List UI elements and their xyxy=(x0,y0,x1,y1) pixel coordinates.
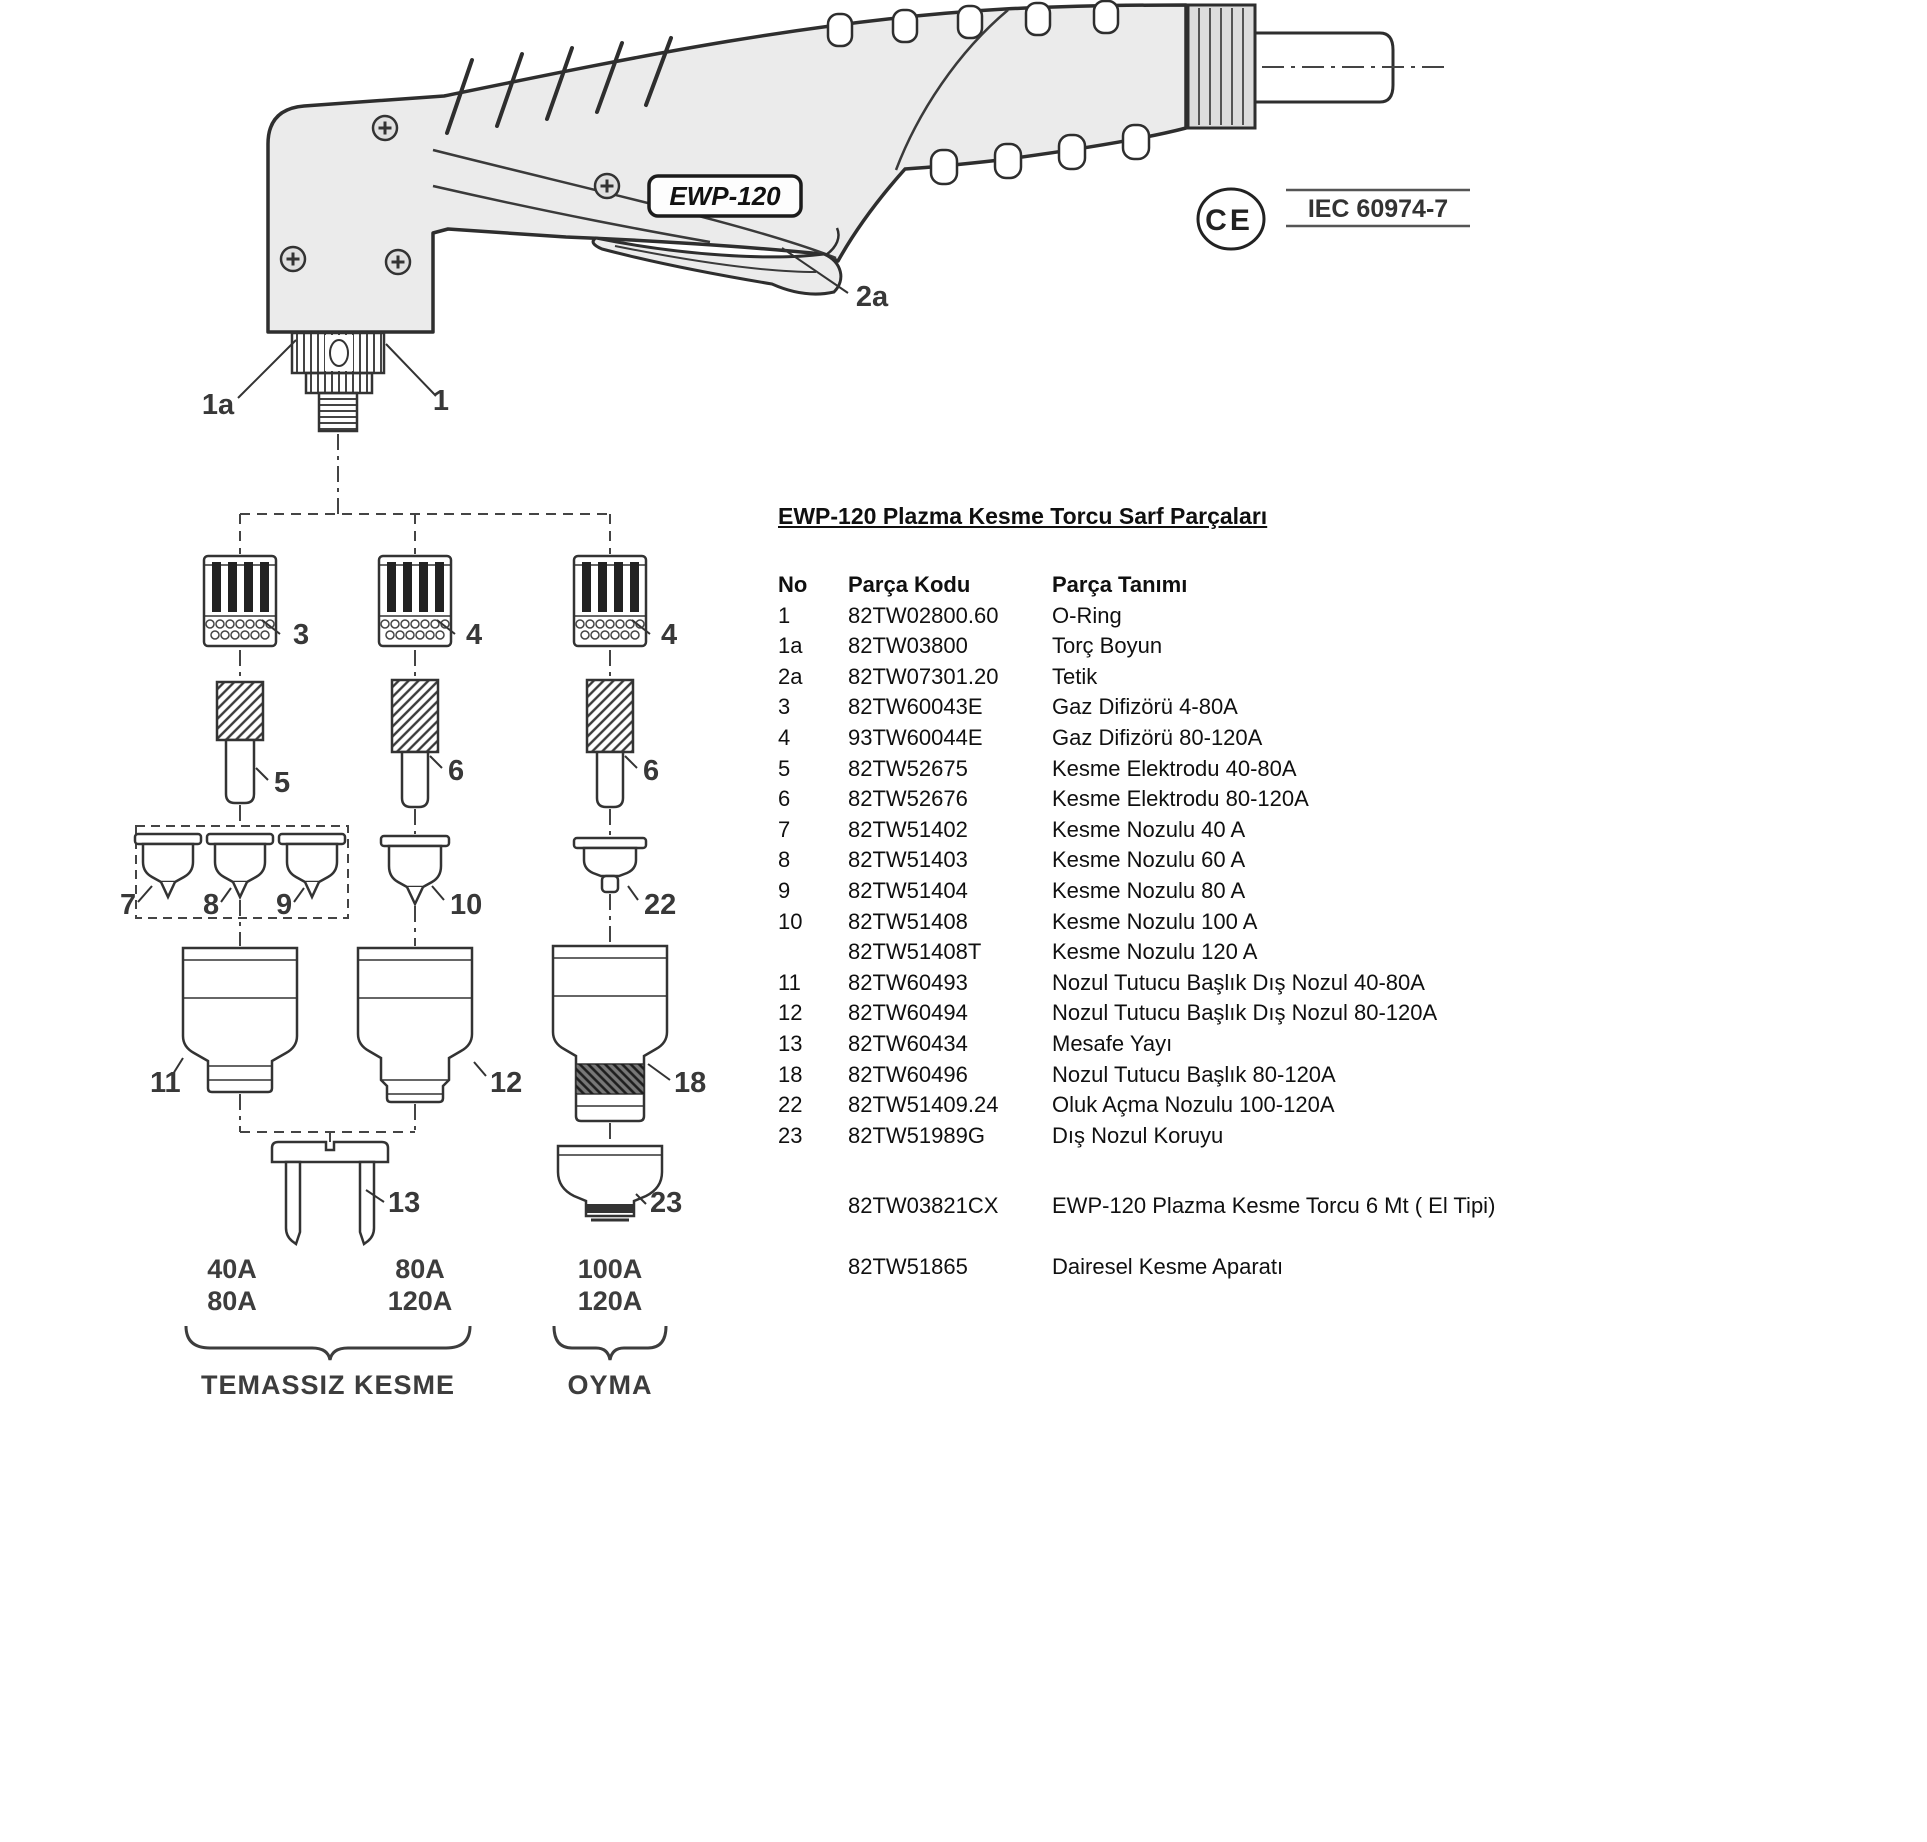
cell-desc: Dairesel Kesme Aparatı xyxy=(1052,1253,1284,1279)
cell-code: 82TW51989G xyxy=(848,1122,985,1148)
screw-icon xyxy=(373,116,397,140)
callout-9: 9 xyxy=(276,889,293,921)
svg-text:1: 1 xyxy=(432,385,450,417)
cell-desc: O-Ring xyxy=(1052,602,1122,628)
cell-no: 11 xyxy=(778,969,801,995)
parts-table-extra-row xyxy=(778,1254,1538,1285)
part-6-electrode-col3 xyxy=(587,680,633,807)
part-5-electrode xyxy=(217,682,263,803)
cell-no: 23 xyxy=(778,1122,803,1148)
cell-code: 82TW51404 xyxy=(848,877,968,903)
cell-code: 82TW51403 xyxy=(848,847,968,873)
svg-text:1a: 1a xyxy=(201,389,235,421)
cell-desc: EWP-120 Plazma Kesme Torcu 6 Mt ( El Tipi) xyxy=(1052,1193,1496,1219)
callout-6-col2: 6 xyxy=(448,755,465,787)
cell-no: 13 xyxy=(778,1030,803,1056)
part-4-gas-diffuser-col2 xyxy=(379,556,451,646)
col-header-no: No xyxy=(778,572,808,597)
model-label: EWP-120 xyxy=(669,181,781,211)
part-12-retaining-cap xyxy=(358,948,472,1102)
callout-3: 3 xyxy=(293,619,310,651)
amp-col2-top: 80A xyxy=(395,1254,445,1284)
cell-no: 4 xyxy=(778,724,791,750)
cable-connector xyxy=(1188,5,1255,128)
cell-code: 93TW60044E xyxy=(848,724,983,750)
part-18-retaining-cap xyxy=(553,946,667,1121)
cell-no: 1 xyxy=(778,602,791,628)
part-6-electrode-col2 xyxy=(392,680,438,807)
amp-col1-bottom: 80A xyxy=(207,1286,257,1316)
cell-code: 82TW51408T xyxy=(848,939,982,965)
torch-tip-thread xyxy=(292,333,384,431)
parts-table-title: EWP-120 Plazma Kesme Torcu Sarf Parçaları xyxy=(778,503,1268,529)
part-23-outer-shield xyxy=(558,1146,662,1220)
cell-code: 82TW03800 xyxy=(848,633,968,659)
cell-code: 82TW51408 xyxy=(848,908,968,934)
amp-col3-top: 100A xyxy=(577,1254,643,1284)
iec-standard xyxy=(1286,190,1470,226)
cell-desc: Kesme Nozulu 40 A xyxy=(1052,816,1246,842)
cell-no: 12 xyxy=(778,1000,803,1026)
cell-desc: Kesme Elektrodu 40-80A xyxy=(1052,755,1297,781)
iec-standard-label: IEC 60974-7 xyxy=(1307,195,1449,223)
torch-body xyxy=(268,5,1186,332)
cell-code: 82TW60493 xyxy=(848,969,968,995)
callout-7: 7 xyxy=(120,889,137,921)
col-header-desc: Parça Tanımı xyxy=(1052,572,1188,597)
callout-4-col3: 4 xyxy=(661,619,678,651)
cell-desc: Dış Nozul Koruyu xyxy=(1052,1122,1224,1148)
cell-code: 82TW60434 xyxy=(848,1030,968,1056)
cell-desc: Mesafe Yayı xyxy=(1052,1030,1173,1056)
cell-desc: Nozul Tutucu Başlık Dış Nozul 40-80A xyxy=(1052,969,1425,995)
svg-text:2a: 2a xyxy=(855,281,889,313)
cell-no: 1a xyxy=(778,633,803,659)
brace-gouging xyxy=(554,1326,666,1360)
part-4-gas-diffuser-col3 xyxy=(574,556,646,646)
cell-desc: Kesme Nozulu 100 A xyxy=(1052,908,1258,934)
part-8-nozzle xyxy=(207,834,273,897)
cell-code: 82TW52676 xyxy=(848,786,968,812)
cell-no: 8 xyxy=(778,847,791,873)
callout-8: 8 xyxy=(203,889,220,921)
callout-10: 10 xyxy=(450,889,483,921)
cell-code: 82TW60496 xyxy=(848,1061,968,1087)
callout-6-col3: 6 xyxy=(643,755,660,787)
cell-code: 82TW03821CX xyxy=(848,1193,999,1219)
amp-col3-bottom: 120A xyxy=(577,1286,643,1316)
cell-code: 82TW60043E xyxy=(848,694,983,720)
cell-no: 18 xyxy=(778,1061,803,1087)
cell-code: 82TW60494 xyxy=(848,1000,968,1026)
cell-no: 2a xyxy=(778,663,803,689)
cell-no: 5 xyxy=(778,755,791,781)
cell-no: 6 xyxy=(778,786,791,812)
cell-no: 22 xyxy=(778,1092,803,1118)
cell-no: 9 xyxy=(778,877,791,903)
group-label-noncontact: TEMASSIZ KESME xyxy=(200,1370,456,1400)
callout-4-col2: 4 xyxy=(466,619,483,651)
model-label-plate xyxy=(649,176,801,216)
amp-col2-bottom: 120A xyxy=(387,1286,453,1316)
amp-labels xyxy=(207,1254,642,1316)
cell-desc: Kesme Nozulu 120 A xyxy=(1052,939,1258,965)
callout-18: 18 xyxy=(674,1067,707,1099)
cell-code: 82TW52675 xyxy=(848,755,968,781)
callout-13: 13 xyxy=(388,1187,421,1219)
callout-23: 23 xyxy=(650,1187,683,1219)
part-11-retaining-cap xyxy=(183,948,297,1092)
cell-code: 82TW07301.20 xyxy=(848,663,999,689)
cell-desc: Kesme Nozulu 80 A xyxy=(1052,877,1246,903)
torch-illustration xyxy=(202,1,1470,431)
cell-desc: Gaz Difizörü 80-120A xyxy=(1052,724,1263,750)
part-7-nozzle xyxy=(135,834,201,897)
callout-1 xyxy=(386,344,449,417)
callout-22: 22 xyxy=(644,889,677,921)
cell-code: 82TW51865 xyxy=(848,1253,968,1279)
callout-11: 11 xyxy=(150,1067,181,1099)
brace-noncontact xyxy=(186,1326,470,1360)
parts-table-extra-row xyxy=(778,1193,1538,1224)
part-22-gouging-nozzle xyxy=(574,838,646,892)
screw-icon xyxy=(281,247,305,271)
cell-desc: Torç Boyun xyxy=(1052,633,1163,659)
cell-no: 3 xyxy=(778,694,791,720)
cell-desc: Tetik xyxy=(1052,663,1098,689)
cell-desc: Oluk Açma Nozulu 100-120A xyxy=(1052,1092,1335,1118)
cell-desc: Nozul Tutucu Başlık 80-120A xyxy=(1052,1061,1336,1087)
callout-1a xyxy=(202,340,296,421)
cell-desc: Gaz Difizörü 4-80A xyxy=(1052,694,1238,720)
ce-text: CE xyxy=(1205,204,1253,237)
cell-desc: Kesme Nozulu 60 A xyxy=(1052,847,1246,873)
parts-table xyxy=(778,503,1538,1284)
cell-code: 82TW51402 xyxy=(848,816,968,842)
callout-12: 12 xyxy=(490,1067,523,1099)
callout-5: 5 xyxy=(274,767,291,799)
cell-desc: Nozul Tutucu Başlık Dış Nozul 80-120A xyxy=(1052,1000,1438,1026)
amp-col1-top: 40A xyxy=(207,1254,257,1284)
cell-code: 82TW51409.24 xyxy=(848,1092,999,1118)
part-9-nozzle xyxy=(279,834,345,897)
screw-icon xyxy=(595,174,619,198)
cell-desc: Kesme Elektrodu 80-120A xyxy=(1052,786,1309,812)
cell-code: 82TW02800.60 xyxy=(848,602,999,628)
cell-no: 7 xyxy=(778,816,791,842)
screw-icon xyxy=(386,250,410,274)
cell-no: 10 xyxy=(778,908,803,934)
part-3-gas-diffuser xyxy=(204,556,276,646)
parts-table-grid xyxy=(778,572,1538,1153)
group-label-gouging: OYMA xyxy=(567,1370,653,1400)
ce-mark-icon xyxy=(1198,189,1264,249)
col-header-code: Parça Kodu xyxy=(848,572,971,597)
cable xyxy=(1255,33,1448,102)
group-braces xyxy=(186,1326,666,1360)
